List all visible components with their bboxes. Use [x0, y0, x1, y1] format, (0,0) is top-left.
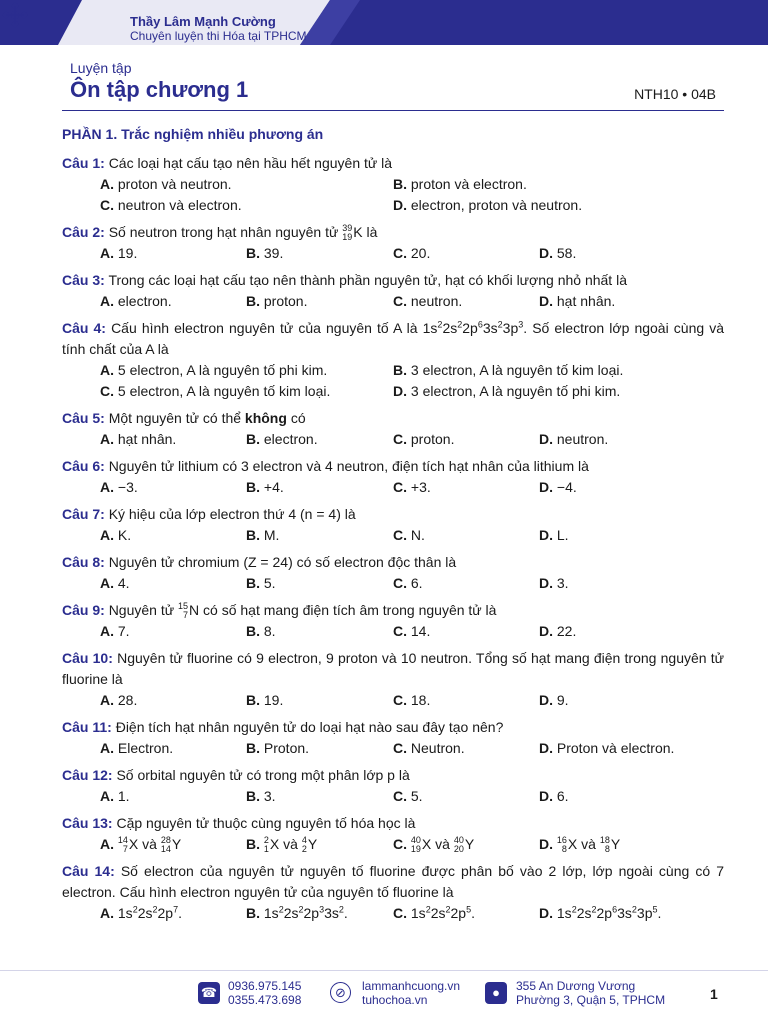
section-title: PHẦN 1. Trắc nghiệm nhiều phương án	[62, 126, 324, 142]
option-c[interactable]: C. 18.	[393, 692, 431, 708]
option-c[interactable]: C. 6.	[393, 575, 423, 591]
option-a[interactable]: A. K.	[100, 527, 132, 543]
question-text: Các loại hạt cấu tạo nên hầu hết nguyên tử là	[108, 155, 393, 171]
brand-subtitle: Chuyên luyện thi Hóa tại TPHCM	[130, 29, 307, 43]
question-4: Câu 4: Cấu hình electron nguyên tử của nguyên tố A là $1s^22s^22p^63s^23p^3$. Số electron lớp ngoài cùng và tính chất của A là A. 5 electron, A là nguyên tố phi kim. B. 3 electron, A là nguyên tố kim loại. C. 5 electron, A là nguyên tố kim loại. D. 3 electron, A là nguyên tố phi kim.	[62, 318, 724, 402]
option-d[interactable]: D. 22.	[539, 623, 577, 639]
phone-icon: ☎	[198, 982, 220, 1004]
question-number: Câu 8:	[62, 554, 105, 570]
phone-1: 0936.975.145	[228, 979, 302, 993]
option-c[interactable]: C. neutron và electron.	[100, 197, 242, 213]
website-2[interactable]: tuhochoa.vn	[362, 993, 428, 1007]
question-number: Câu 14:	[62, 863, 115, 879]
question-number: Câu 5:	[62, 410, 105, 426]
question-12: Câu 12: Số orbital nguyên tử có trong một phân lớp p là A. 1. B. 3. C. 5. D. 6.	[62, 765, 724, 807]
question-number: Câu 4:	[62, 320, 106, 336]
option-d[interactable]: D. 3 electron, A là nguyên tố phi kim.	[393, 383, 621, 399]
address-line-1: 355 An Dương Vương	[516, 979, 636, 993]
option-c[interactable]: C. N.	[393, 527, 425, 543]
question-9: Câu 9: Nguyên tử 15 7 N có số hạt mang điện tích âm trong nguyên tử là A. 7. B. 8. C. 14. D. 22.	[62, 600, 724, 642]
option-d[interactable]: D. hạt nhân.	[539, 293, 616, 309]
option-d[interactable]: D. 58.	[539, 245, 577, 261]
option-c[interactable]: C. 40 19 X và 40 20 Y	[393, 835, 475, 855]
option-d[interactable]: D. electron, proton và neutron.	[393, 197, 583, 213]
question-6: Câu 6: Nguyên tử lithium có 3 electron và 4 neutron, điện tích hạt nhân của lithium là A. −3. B. +4. C. +3. D. −4.	[62, 456, 724, 498]
question-number: Câu 13:	[62, 815, 113, 831]
option-c[interactable]: C. 14.	[393, 623, 431, 639]
option-c[interactable]: C. neutron.	[393, 293, 463, 309]
option-c[interactable]: C. 5.	[393, 788, 423, 804]
option-a[interactable]: A. $1s^22s^22p^7$.	[100, 904, 182, 921]
option-c[interactable]: C. $1s^22s^22p^5$.	[393, 904, 475, 921]
title-divider	[62, 110, 724, 111]
question-2: Câu 2: Số neutron trong hạt nhân nguyên tử 39 19 K là A. 19. B. 39. C. 20. D. 58.	[62, 222, 724, 264]
option-a[interactable]: A. 14 7 X và 28 14 Y	[100, 835, 182, 855]
question-list	[62, 124, 724, 930]
lesson-label: Luyện tập	[70, 60, 132, 76]
question-1	[62, 153, 724, 216]
option-b[interactable]: B. 8.	[246, 623, 276, 639]
brand-text	[130, 14, 307, 44]
question-number: Câu 12:	[62, 767, 113, 783]
question-5: Câu 5: Một nguyên tử có thể không có A. hạt nhân. B. electron. C. proton. D. neutron.	[62, 408, 724, 450]
option-b[interactable]: B. 19.	[246, 692, 284, 708]
nuclide-notation: 39 19	[342, 223, 353, 243]
footer	[0, 976, 768, 1016]
question-number: Câu 7:	[62, 506, 105, 522]
question-number: Câu 9:	[62, 602, 105, 618]
option-b[interactable]: B. proton.	[246, 293, 308, 309]
option-d[interactable]: D. 16 8 X và 18 8 Y	[539, 835, 621, 855]
option-a[interactable]: A. 28.	[100, 692, 138, 708]
option-a[interactable]: A. 5 electron, A là nguyên tố phi kim.	[100, 362, 328, 378]
option-d[interactable]: D. Proton và electron.	[539, 740, 675, 756]
question-number: Câu 2:	[62, 224, 105, 240]
question-10: Câu 10: Nguyên tử fluorine có 9 electron, 9 proton và 10 neutron. Tổng số hạt mang điện trong nguyên tử fluorine là A. 28. B. 19. C. 18. D. 9.	[62, 648, 724, 711]
question-13: Câu 13: Cặp nguyên tử thuộc cùng nguyên tố hóa học là A. 14 7 X và 28 14 Y B. 2 1 X và 4 2 Y C. 40 19 X và 40 20 Y D. 16 8 X và 18 8 Y	[62, 813, 724, 855]
websites	[362, 979, 460, 1007]
option-a[interactable]: A. 7.	[100, 623, 130, 639]
option-b[interactable]: B. 2 1 X và 4 2 Y	[246, 835, 318, 855]
option-a[interactable]: A. proton và neutron.	[100, 176, 232, 192]
logo-icon	[0, 0, 30, 30]
option-a[interactable]: A. electron.	[100, 293, 172, 309]
option-b[interactable]: B. 3 electron, A là nguyên tố kim loại.	[393, 362, 624, 378]
option-c[interactable]: C. Neutron.	[393, 740, 465, 756]
page-title: Ôn tập chương 1	[70, 77, 249, 102]
lesson-code: NTH10 • 04B	[634, 86, 716, 102]
question-14: Câu 14: Số electron của nguyên tử nguyên tố fluorine được phân bố vào 2 lớp, lớp ngoài cùng có 7 electron. Cấu hình electron nguyên tử của nguyên tố fluorine là A. $1s^22s^22p^7$. B. $1s^22s^22p^33s^2$. C. $1s^22s^22p^5$. D. $1s^22s^22p^63s^23p^5$.	[62, 861, 724, 924]
option-a[interactable]: A. Electron.	[100, 740, 174, 756]
option-b[interactable]: B. Proton.	[246, 740, 310, 756]
option-d[interactable]: D. L.	[539, 527, 569, 543]
option-d[interactable]: D. $1s^22s^22p^63s^23p^5$.	[539, 904, 662, 921]
option-c[interactable]: C. 20.	[393, 245, 431, 261]
option-b[interactable]: B. proton và electron.	[393, 176, 527, 192]
question-11: Câu 11: Điện tích hạt nhân nguyên tử do loại hạt nào sau đây tạo nên? A. Electron. B. Proton. C. Neutron. D. Proton và electron.	[62, 717, 724, 759]
option-b[interactable]: B. 3.	[246, 788, 276, 804]
banner-shape	[0, 0, 768, 45]
option-a[interactable]: A. 19.	[100, 245, 138, 261]
option-c[interactable]: C. +3.	[393, 479, 431, 495]
globe-icon: ⊘	[330, 982, 351, 1003]
option-b[interactable]: B. M.	[246, 527, 280, 543]
option-b[interactable]: B. electron.	[246, 431, 318, 447]
electron-configuration: $1s^22s^22p^63s^23p^3$	[422, 319, 524, 336]
question-8: Câu 8: Nguyên tử chromium (Z = 24) có số electron độc thân là A. 4. B. 5. C. 6. D. 3.	[62, 552, 724, 594]
option-b[interactable]: B. +4.	[246, 479, 284, 495]
question-number: Câu 1:	[62, 155, 105, 171]
option-d[interactable]: D. −4.	[539, 479, 577, 495]
option-b[interactable]: B. 5.	[246, 575, 276, 591]
option-a[interactable]: A. −3.	[100, 479, 138, 495]
question-number: Câu 10:	[62, 650, 113, 666]
address-line-2: Phường 3, Quận 5, TPHCM	[516, 993, 666, 1007]
option-b[interactable]: B. 39.	[246, 245, 284, 261]
option-d[interactable]: D. 6.	[539, 788, 569, 804]
option-d[interactable]: D. neutron.	[539, 431, 609, 447]
address	[516, 979, 665, 1007]
option-b[interactable]: B. $1s^22s^22p^33s^2$.	[246, 904, 348, 921]
page-number: 1	[710, 986, 718, 1002]
question-number: Câu 3:	[62, 272, 105, 288]
header-banner	[0, 0, 768, 45]
website-1[interactable]: lammanhcuong.vn	[362, 979, 461, 993]
phone-2: 0355.473.698	[228, 993, 302, 1007]
option-d[interactable]: D. 9.	[539, 692, 569, 708]
question-3: Câu 3: Trong các loại hạt cấu tạo nên thành phần nguyên tử, hạt có khối lượng nhỏ nhất là A. electron. B. proton. C. neutron. D. hạt nhân.	[62, 270, 724, 312]
question-number: Câu 6:	[62, 458, 105, 474]
option-c[interactable]: C. proton.	[393, 431, 455, 447]
footer-divider	[0, 970, 768, 971]
location-pin-icon: ●	[485, 982, 507, 1004]
question-number: Câu 11:	[62, 719, 112, 735]
nuclide-notation: 15 7	[177, 601, 188, 621]
option-a[interactable]: A. 1.	[100, 788, 130, 804]
brand-name: Thầy Lâm Mạnh Cường	[130, 14, 276, 29]
option-a[interactable]: A. 4.	[100, 575, 130, 591]
option-c[interactable]: C. 5 electron, A là nguyên tố kim loại.	[100, 383, 331, 399]
option-d[interactable]: D. 3.	[539, 575, 569, 591]
option-a[interactable]: A. hạt nhân.	[100, 431, 177, 447]
question-7: Câu 7: Ký hiệu của lớp electron thứ 4 (n = 4) là A. K. B. M. C. N. D. L.	[62, 504, 724, 546]
phone-numbers	[228, 979, 301, 1007]
